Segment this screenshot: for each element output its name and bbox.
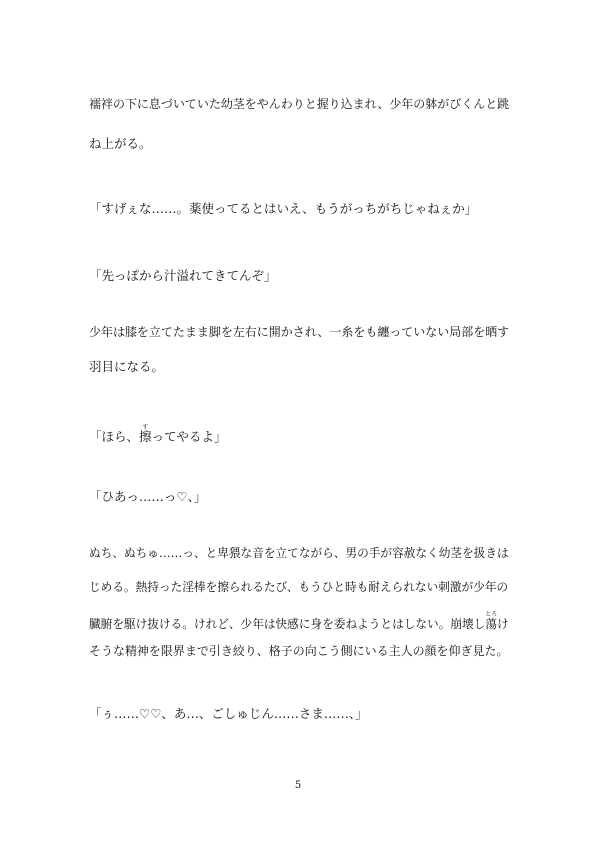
- body-text-line: 襦袢の下に息づいていた幼茎をやんわりと握り込まれ、少年の躰がびくんと跳: [89, 97, 510, 111]
- body-text-line: じめる。熱持った淫棒を擦られるたび、もうひと時も耐えられない刺激が少年の: [89, 580, 509, 594]
- ruby-reading: す: [139, 424, 152, 431]
- ruby-annotation: [139, 424, 152, 444]
- dialogue-line: 「ひあっ……っ♡、」: [89, 489, 207, 504]
- text-segment: ってやるよ」: [151, 429, 227, 444]
- dialogue-line: [89, 424, 227, 445]
- page-number: 5: [294, 780, 302, 791]
- ruby-base: 擦: [139, 429, 152, 444]
- ruby-base: 蕩: [485, 617, 498, 631]
- body-text-line: [89, 611, 509, 632]
- text-segment: け: [497, 617, 509, 631]
- body-text-line: 少年は膝を立てたまま脚を左右に開かされ、一糸をも纏っていない局部を晒す: [89, 325, 510, 339]
- ruby-reading: とろ: [485, 611, 498, 618]
- text-segment: 「ほら、: [89, 429, 140, 444]
- dialogue-line: 「先っぽから汁溢れてきてんぞ」: [89, 268, 277, 283]
- body-text-line: そうな精神を限界まで引き絞り、格子の向こう側にいる主人の顔を仰ぎ見た。: [89, 644, 509, 658]
- ruby-annotation: [485, 611, 498, 631]
- dialogue-line: 「すげぇな……。薬使ってるとはいえ、もうがっちがちじゃねぇか」: [89, 201, 478, 216]
- body-text-line: 羽目になる。: [89, 359, 165, 374]
- dialogue-line: 「ぅ……♡♡、あ…、ごしゅじん……さま……、」: [89, 706, 368, 721]
- text-segment: 臓腑を駆け抜ける。けれど、少年は快感に身を委ねようとはしない。崩壊し: [89, 617, 486, 631]
- body-text-line: ね上がる。: [89, 136, 152, 151]
- body-text-line: ぬち、ぬちゅ……っ、と卑猥な音を立てながら、男の手が容赦なく幼茎を扱きは: [89, 546, 509, 560]
